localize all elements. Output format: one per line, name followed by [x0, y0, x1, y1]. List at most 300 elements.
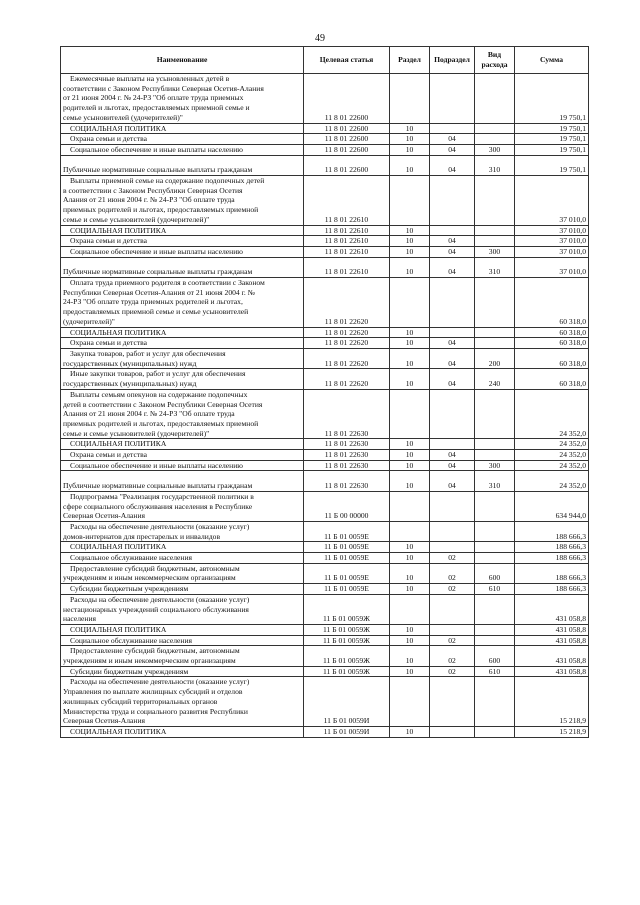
- header-target-article: Целевая статья: [304, 47, 390, 74]
- row-name-line: Социальное обеспечение и иные выплаты населению: [70, 246, 243, 256]
- row-section: 10: [390, 246, 430, 257]
- row-target-article: 11 Б 01 0059И: [304, 677, 390, 727]
- row-sum: 431 058,8: [515, 646, 589, 666]
- row-target-article: 11 Б 01 0059Е: [304, 553, 390, 564]
- table-row: [61, 677, 589, 727]
- row-target-article: 11 Б 01 0059Ж: [304, 646, 390, 666]
- row-subsection: 04: [430, 348, 475, 368]
- row-subsection: [430, 176, 475, 226]
- row-subsection: [430, 327, 475, 338]
- row-section: 10: [390, 542, 430, 553]
- row-name: [61, 542, 304, 553]
- row-section: 10: [390, 624, 430, 635]
- row-name: [61, 727, 304, 738]
- row-name: [61, 176, 304, 226]
- row-expense-type: [475, 176, 515, 226]
- row-sum: 37 010,0: [515, 236, 589, 247]
- table-row: [61, 594, 589, 624]
- row-section: 10: [390, 257, 430, 277]
- row-name: [61, 450, 304, 461]
- row-expense-type: 610: [475, 584, 515, 595]
- row-name-line: населения: [63, 614, 97, 624]
- row-name-line: СОЦИАЛЬНАЯ ПОЛИТИКА: [70, 439, 167, 449]
- row-name: [61, 594, 304, 624]
- row-name-line: [63, 471, 301, 481]
- row-name-line: Алания от 21 июня 2004 г. № 24-РЗ "Об оплате труда: [63, 409, 235, 419]
- row-name: [61, 677, 304, 727]
- row-target-article: 11 8 01 22600: [304, 74, 390, 124]
- table-row: [61, 553, 589, 564]
- row-name-line: семье и семье усыновителей (удочерителей)": [63, 428, 210, 438]
- row-name: [61, 257, 304, 277]
- table-row: [61, 134, 589, 145]
- row-sum: 60 318,0: [515, 327, 589, 338]
- row-section: 10: [390, 460, 430, 471]
- row-name: [61, 624, 304, 635]
- row-subsection: [430, 677, 475, 727]
- row-section: 10: [390, 439, 430, 450]
- row-subsection: 02: [430, 635, 475, 646]
- row-target-article: 11 Б 01 0059И: [304, 727, 390, 738]
- row-target-article: 11 8 01 22630: [304, 471, 390, 491]
- row-name-line: Выплаты приемной семье на содержание подопечных детей: [70, 176, 265, 186]
- row-name: [61, 155, 304, 175]
- table-row: [61, 123, 589, 134]
- row-name: [61, 348, 304, 368]
- row-expense-type: [475, 74, 515, 124]
- row-sum: 19 750,1: [515, 123, 589, 134]
- row-section: 10: [390, 225, 430, 236]
- row-target-article: 11 Б 01 0059Е: [304, 542, 390, 553]
- row-target-article: 11 8 01 22600: [304, 144, 390, 155]
- row-expense-type: [475, 491, 515, 521]
- row-section: 10: [390, 635, 430, 646]
- row-target-article: 11 8 01 22630: [304, 439, 390, 450]
- row-target-article: 11 8 01 22630: [304, 389, 390, 439]
- table-row: [61, 236, 589, 247]
- row-name-line: Охрана семьи и детства: [70, 236, 147, 246]
- row-sum: 37 010,0: [515, 257, 589, 277]
- row-name-line: Охрана семьи и детства: [70, 134, 147, 144]
- row-expense-type: [475, 236, 515, 247]
- row-section: [390, 278, 430, 328]
- row-target-article: 11 8 01 22610: [304, 236, 390, 247]
- row-name: [61, 584, 304, 595]
- row-sum: 60 318,0: [515, 338, 589, 349]
- row-sum: 19 750,1: [515, 134, 589, 145]
- row-section: 10: [390, 338, 430, 349]
- row-expense-type: 310: [475, 471, 515, 491]
- row-name-line: 24-РЗ "Об оплате труда приемных родителей и льготах,: [63, 297, 243, 307]
- row-name-line: предоставляемых приемной семье и семье усыновителей: [63, 307, 249, 317]
- row-section: [390, 389, 430, 439]
- row-name-line: государственных (муниципальных) нужд: [63, 358, 197, 368]
- row-name: [61, 74, 304, 124]
- row-name: [61, 338, 304, 349]
- row-name: [61, 327, 304, 338]
- row-subsection: 02: [430, 646, 475, 666]
- row-name-line: СОЦИАЛЬНАЯ ПОЛИТИКА: [70, 624, 167, 634]
- row-name-line: Республики Северная Осетия-Алания от 21 июня 2004 г. №: [63, 287, 255, 297]
- row-name-line: Северная Осетия-Алания: [63, 511, 146, 521]
- table-row: [61, 389, 589, 439]
- row-sum: 60 318,0: [515, 369, 589, 389]
- table-row: [61, 563, 589, 583]
- row-sum: 15 218,9: [515, 727, 589, 738]
- row-expense-type: [475, 389, 515, 439]
- table-row: [61, 257, 589, 277]
- row-name-line: СОЦИАЛЬНАЯ ПОЛИТИКА: [70, 727, 167, 736]
- table-row: [61, 144, 589, 155]
- row-sum: 188 666,3: [515, 542, 589, 553]
- row-sum: 188 666,3: [515, 584, 589, 595]
- table-row: [61, 338, 589, 349]
- row-subsection: 04: [430, 257, 475, 277]
- row-expense-type: [475, 727, 515, 738]
- row-name-line: учреждениям и иным некоммерческим организациям: [63, 656, 236, 666]
- row-name-line: сфере социального обслуживания населения в Республике: [63, 501, 253, 511]
- row-name: [61, 134, 304, 145]
- row-section: [390, 491, 430, 521]
- row-section: [390, 594, 430, 624]
- row-name-line: СОЦИАЛЬНАЯ ПОЛИТИКА: [70, 327, 167, 337]
- row-expense-type: [475, 542, 515, 553]
- row-name: [61, 144, 304, 155]
- table-row: [61, 155, 589, 175]
- row-expense-type: 610: [475, 666, 515, 677]
- row-section: [390, 176, 430, 226]
- row-expense-type: [475, 225, 515, 236]
- row-expense-type: 600: [475, 563, 515, 583]
- row-subsection: [430, 727, 475, 738]
- row-sum: 19 750,1: [515, 155, 589, 175]
- row-sum: 24 352,0: [515, 389, 589, 439]
- row-subsection: [430, 439, 475, 450]
- table-row: [61, 542, 589, 553]
- row-section: 10: [390, 563, 430, 583]
- row-expense-type: [475, 123, 515, 134]
- row-target-article: 11 Б 01 0059Ж: [304, 635, 390, 646]
- table-row: [61, 278, 589, 328]
- row-name-line: родителей и льготах, предоставляемых приемной семье и: [63, 103, 250, 113]
- row-name-line: Охрана семьи и детства: [70, 450, 147, 460]
- row-sum: 24 352,0: [515, 471, 589, 491]
- row-name-line: приемных родителей и льготах, предоставляемых приемной: [63, 205, 259, 215]
- row-subsection: [430, 389, 475, 439]
- row-name: [61, 553, 304, 564]
- row-name-line: Субсидии бюджетным учреждениям: [70, 584, 189, 594]
- row-name-line: Расходы на обеспечение деятельности (оказание услуг): [70, 521, 250, 531]
- row-expense-type: 300: [475, 246, 515, 257]
- row-name-line: Публичные нормативные социальные выплаты гражданам: [63, 267, 253, 277]
- row-name-line: [63, 156, 301, 166]
- row-expense-type: 300: [475, 460, 515, 471]
- row-target-article: 11 8 01 22630: [304, 450, 390, 461]
- row-subsection: [430, 225, 475, 236]
- row-expense-type: [475, 677, 515, 727]
- table-row: [61, 450, 589, 461]
- row-name-line: Оплата труда приемного родителя в соответствии с Законом: [70, 278, 265, 288]
- row-subsection: 04: [430, 450, 475, 461]
- row-name-line: Подпрограмма "Реализация государственной политики в: [70, 491, 254, 501]
- row-target-article: 11 8 01 22610: [304, 225, 390, 236]
- table-row: [61, 348, 589, 368]
- row-target-article: 11 Б 01 0059Ж: [304, 594, 390, 624]
- row-section: 10: [390, 144, 430, 155]
- row-subsection: [430, 542, 475, 553]
- row-expense-type: 200: [475, 348, 515, 368]
- row-target-article: 11 Б 01 0059Е: [304, 563, 390, 583]
- row-sum: 15 218,9: [515, 677, 589, 727]
- row-subsection: 04: [430, 471, 475, 491]
- table-row: [61, 666, 589, 677]
- row-sum: 19 750,1: [515, 74, 589, 124]
- row-expense-type: [475, 624, 515, 635]
- row-section: [390, 74, 430, 124]
- row-name-line: в соответствии с Законом Республики Северная Осетия: [63, 185, 243, 195]
- row-sum: 60 318,0: [515, 348, 589, 368]
- table-row: [61, 727, 589, 738]
- table-body: [61, 74, 589, 738]
- row-sum: 431 058,8: [515, 635, 589, 646]
- row-subsection: 04: [430, 155, 475, 175]
- row-name-line: СОЦИАЛЬНАЯ ПОЛИТИКА: [70, 542, 167, 552]
- row-name-line: Социальное обслуживание населения: [70, 553, 193, 563]
- row-name: [61, 236, 304, 247]
- row-subsection: 04: [430, 246, 475, 257]
- row-subsection: 02: [430, 584, 475, 595]
- table-row: [61, 369, 589, 389]
- row-name-line: нестационарных учреждений социального обслуживания: [63, 604, 249, 614]
- header-subsection: Подраздел: [430, 47, 475, 74]
- row-section: 10: [390, 327, 430, 338]
- page-number: 49: [315, 33, 325, 44]
- row-section: 10: [390, 727, 430, 738]
- row-name-line: Алания от 21 июня 2004 г. № 24-РЗ "Об оплате труда: [63, 195, 235, 205]
- row-name-line: Ежемесячные выплаты на усыновленных детей в: [70, 74, 230, 83]
- row-subsection: 04: [430, 369, 475, 389]
- row-expense-type: [475, 521, 515, 541]
- row-section: 10: [390, 348, 430, 368]
- row-subsection: [430, 594, 475, 624]
- row-name-line: Публичные нормативные социальные выплаты гражданам: [63, 481, 253, 491]
- row-name: [61, 460, 304, 471]
- row-target-article: 11 8 01 22620: [304, 278, 390, 328]
- table-row: [61, 176, 589, 226]
- row-name-line: приемных родителей и льготах, предоставляемых приемной: [63, 418, 259, 428]
- row-section: 10: [390, 584, 430, 595]
- row-name: [61, 369, 304, 389]
- row-name-line: (удочерителей)": [63, 316, 115, 326]
- row-subsection: [430, 521, 475, 541]
- row-name-line: Социальное обеспечение и иные выплаты населению: [70, 460, 243, 470]
- row-target-article: 11 8 01 22620: [304, 348, 390, 368]
- row-section: 10: [390, 553, 430, 564]
- row-sum: 188 666,3: [515, 563, 589, 583]
- table-row: [61, 225, 589, 236]
- row-target-article: 11 8 01 22610: [304, 176, 390, 226]
- row-sum: 37 010,0: [515, 176, 589, 226]
- table-row: [61, 635, 589, 646]
- table-row: [61, 471, 589, 491]
- row-target-article: 11 8 01 22610: [304, 246, 390, 257]
- header-expense-type: Вид расхода: [475, 47, 515, 74]
- row-name: [61, 666, 304, 677]
- row-sum: 431 058,8: [515, 594, 589, 624]
- row-name-line: соответствии с Законом Республики Северная Осетия-Алания: [63, 83, 264, 93]
- row-section: [390, 677, 430, 727]
- table-row: [61, 439, 589, 450]
- row-section: 10: [390, 450, 430, 461]
- row-expense-type: [475, 635, 515, 646]
- row-name-line: СОЦИАЛЬНАЯ ПОЛИТИКА: [70, 225, 167, 235]
- row-subsection: 04: [430, 338, 475, 349]
- row-name-line: Иные закупки товаров, работ и услуг для обеспечения: [70, 369, 246, 379]
- row-name-line: Министерства труда и социального развития Республики: [63, 706, 248, 716]
- row-expense-type: 310: [475, 257, 515, 277]
- row-subsection: [430, 123, 475, 134]
- row-name-line: Выплаты семьям опекунов на содержание подопечных: [70, 389, 248, 399]
- table-row: [61, 646, 589, 666]
- table-row: [61, 246, 589, 257]
- row-name-line: Предоставление субсидий бюджетным, автономным: [70, 646, 240, 656]
- row-sum: 24 352,0: [515, 439, 589, 450]
- row-expense-type: 600: [475, 646, 515, 666]
- row-name-line: Расходы на обеспечение деятельности (оказание услуг): [70, 677, 250, 687]
- row-sum: 634 944,0: [515, 491, 589, 521]
- row-target-article: 11 8 01 22600: [304, 134, 390, 145]
- table-row: [61, 491, 589, 521]
- row-name: [61, 635, 304, 646]
- table-row: [61, 327, 589, 338]
- row-name-line: Охрана семьи и детства: [70, 338, 147, 348]
- row-name: [61, 246, 304, 257]
- row-sum: 24 352,0: [515, 450, 589, 461]
- row-name-line: жилищных субсидий территориальных органов: [63, 696, 218, 706]
- table-row: [61, 74, 589, 124]
- row-name: [61, 439, 304, 450]
- row-expense-type: [475, 450, 515, 461]
- row-expense-type: [475, 278, 515, 328]
- row-expense-type: [475, 134, 515, 145]
- row-expense-type: [475, 594, 515, 624]
- row-section: 10: [390, 236, 430, 247]
- header-sum: Сумма: [515, 47, 589, 74]
- row-name-line: домов-интернатов для престарелых и инвалидов: [63, 531, 221, 541]
- row-expense-type: [475, 338, 515, 349]
- row-subsection: 04: [430, 460, 475, 471]
- row-name: [61, 278, 304, 328]
- row-name: [61, 471, 304, 491]
- row-sum: 24 352,0: [515, 460, 589, 471]
- row-sum: 188 666,3: [515, 521, 589, 541]
- row-name-line: учреждениям и иным некоммерческим организациям: [63, 573, 236, 583]
- row-sum: 37 010,0: [515, 225, 589, 236]
- row-name: [61, 225, 304, 236]
- row-sum: 431 058,8: [515, 666, 589, 677]
- row-section: 10: [390, 646, 430, 666]
- row-name: [61, 646, 304, 666]
- row-subsection: 04: [430, 236, 475, 247]
- row-sum: 37 010,0: [515, 246, 589, 257]
- row-expense-type: [475, 327, 515, 338]
- row-section: 10: [390, 369, 430, 389]
- row-name-line: семье усыновителей (удочерителей)": [63, 112, 183, 122]
- row-name: [61, 491, 304, 521]
- row-name-line: от 21 июня 2004 г. № 24-РЗ "Об оплате труда приемных: [63, 93, 244, 103]
- row-name-line: Публичные нормативные социальные выплаты гражданам: [63, 165, 253, 175]
- row-section: 10: [390, 471, 430, 491]
- row-name-line: семье и семье усыновителей (удочерителей)": [63, 214, 210, 224]
- row-target-article: 11 8 01 22620: [304, 327, 390, 338]
- header-section: Раздел: [390, 47, 430, 74]
- row-name: [61, 521, 304, 541]
- row-target-article: 11 Б 00 00000: [304, 491, 390, 521]
- row-subsection: 04: [430, 144, 475, 155]
- row-sum: 188 666,3: [515, 553, 589, 564]
- row-target-article: 11 Б 01 0059Е: [304, 584, 390, 595]
- row-section: 10: [390, 155, 430, 175]
- row-name: [61, 123, 304, 134]
- table-row: [61, 521, 589, 541]
- row-name-line: Социальное обеспечение и иные выплаты населению: [70, 144, 243, 154]
- row-subsection: 02: [430, 563, 475, 583]
- row-subsection: 04: [430, 134, 475, 145]
- budget-table: [60, 46, 589, 738]
- row-expense-type: [475, 553, 515, 564]
- row-target-article: 11 Б 01 0059Е: [304, 521, 390, 541]
- row-subsection: [430, 491, 475, 521]
- row-expense-type: 310: [475, 155, 515, 175]
- row-target-article: 11 8 01 22600: [304, 155, 390, 175]
- row-subsection: [430, 278, 475, 328]
- row-target-article: 11 Б 01 0059Ж: [304, 666, 390, 677]
- row-expense-type: 240: [475, 369, 515, 389]
- header-name: Наименование: [61, 47, 304, 74]
- row-target-article: 11 8 01 22620: [304, 369, 390, 389]
- row-sum: 60 318,0: [515, 278, 589, 328]
- row-name-line: детей в соответствии с Законом Республики Северная Осетия: [63, 399, 263, 409]
- row-name-line: государственных (муниципальных) нужд: [63, 379, 197, 389]
- row-section: 10: [390, 123, 430, 134]
- row-target-article: 11 Б 01 0059Ж: [304, 624, 390, 635]
- row-target-article: 11 8 01 22610: [304, 257, 390, 277]
- row-target-article: 11 8 01 22630: [304, 460, 390, 471]
- row-subsection: [430, 624, 475, 635]
- row-sum: 431 058,8: [515, 624, 589, 635]
- row-section: [390, 521, 430, 541]
- row-sum: 19 750,1: [515, 144, 589, 155]
- row-name-line: Управления по выплате жилищных субсидий и отделов: [63, 687, 243, 697]
- row-name-line: Северная Осетия-Алания: [63, 716, 146, 726]
- table-header-row: [61, 47, 589, 74]
- row-expense-type: [475, 439, 515, 450]
- row-target-article: 11 8 01 22620: [304, 338, 390, 349]
- row-target-article: 11 8 01 22600: [304, 123, 390, 134]
- row-expense-type: 300: [475, 144, 515, 155]
- row-name-line: Предоставление субсидий бюджетным, автономным: [70, 563, 240, 573]
- table-row: [61, 624, 589, 635]
- row-name-line: Расходы на обеспечение деятельности (оказание услуг): [70, 594, 250, 604]
- row-subsection: [430, 74, 475, 124]
- table-row: [61, 584, 589, 595]
- row-name-line: Закупка товаров, работ и услуг для обеспечения: [70, 348, 226, 358]
- row-name-line: СОЦИАЛЬНАЯ ПОЛИТИКА: [70, 123, 167, 133]
- row-subsection: 02: [430, 666, 475, 677]
- row-name: [61, 563, 304, 583]
- table-row: [61, 460, 589, 471]
- row-subsection: 02: [430, 553, 475, 564]
